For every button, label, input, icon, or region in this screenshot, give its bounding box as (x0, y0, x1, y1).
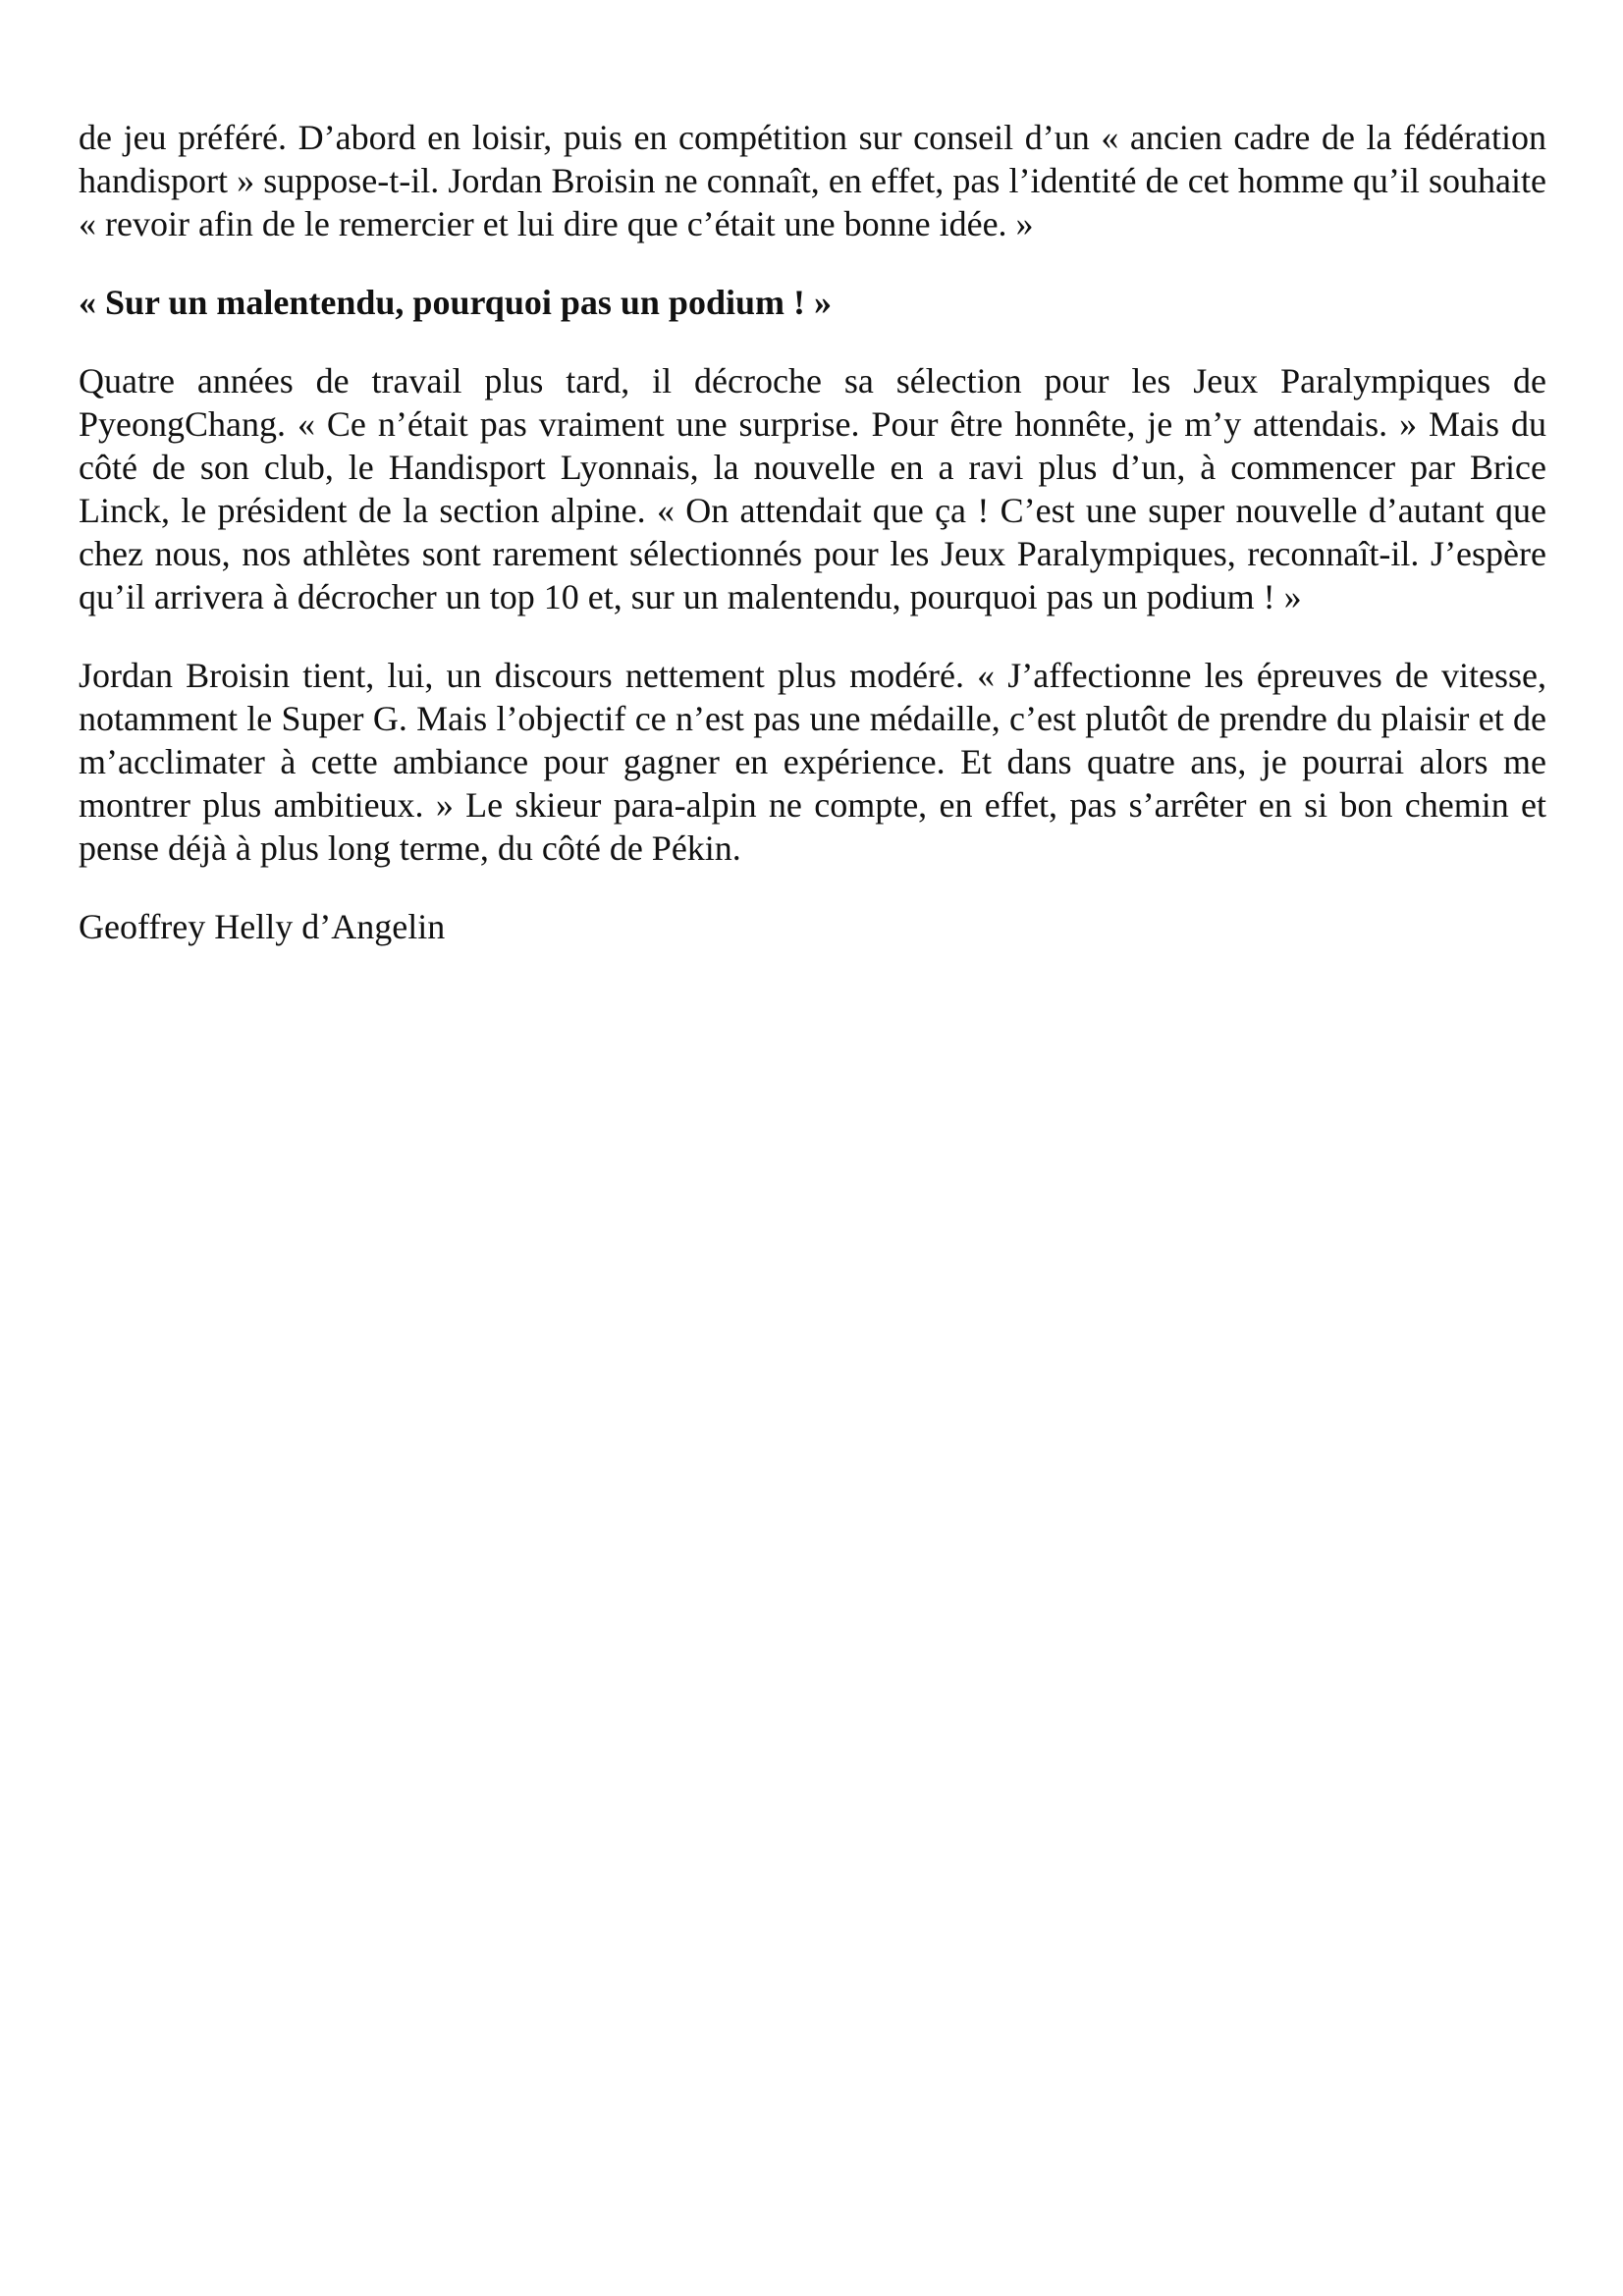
article-subheading: « Sur un malentendu, pourquoi pas un podium ! » (79, 283, 832, 322)
article-body (79, 116, 1546, 948)
article-author: Geoffrey Helly d’Angelin (79, 907, 446, 946)
article-paragraph-3: Jordan Broisin tient, lui, un discours nettement plus modéré. « J’affectionne les épreuves de vitesse, notamment le Super G. Mais l’objectif ce n’est pas une médaille, c’est plutôt de prendre du plaisir et de m’acclimater à cette ambiance pour gagner en expérience. Et dans quatre ans, je pourrai alors me montrer plus ambitieux. » Le skieur para-alpin ne compte, en effet, pas s’arrêter en si bon chemin et pense déjà à plus long terme, du côté de Pékin. (79, 656, 1546, 868)
article-paragraph-2: Quatre années de travail plus tard, il décroche sa sélection pour les Jeux Paralympiques de PyeongChang. « Ce n’était pas vraiment une surprise. Pour être honnête, je m’y attendais. » Mais du côté de son club, le Handisport Lyonnais, la nouvelle en a ravi plus d’un, à commencer par Brice Linck, le président de la section alpine. « On attendait que ça ! C’est une super nouvelle d’autant que chez nous, nos athlètes sont rarement sélectionnés pour les Jeux Paralympiques, reconnaît-il. J’espère qu’il arrivera à décrocher un top 10 et, sur un malentendu, pourquoi pas un podium ! » (79, 361, 1546, 616)
article-paragraph-1: de jeu préféré. D’abord en loisir, puis en compétition sur conseil d’un « ancien cadre de la fédération handisport » suppose-t-il. Jordan Broisin ne connaît, en effet, pas l’identité de cet homme qu’il souhaite « revoir afin de le remercier et lui dire que c’était une bonne idée. » (79, 118, 1546, 243)
